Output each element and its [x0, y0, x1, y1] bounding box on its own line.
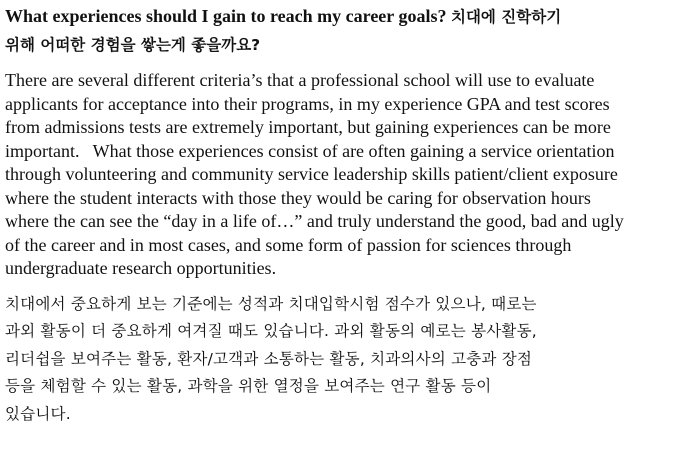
- english-line: of the career and in most cases, and some form of passion for sciences through: [5, 234, 572, 255]
- heading-korean-part-2: 위해 어떠한 경험을 쌓는게 좋을까요?: [5, 36, 261, 54]
- english-line: where the student interacts with those they would be caring for observation hours: [5, 187, 591, 208]
- heading-korean-part-1: 치대에 진학하기: [450, 8, 562, 26]
- korean-line: 과외 활동이 더 중요하게 여겨질 때도 있습니다. 과외 활동의 예로는 봉사활동,: [5, 322, 537, 340]
- heading-english: What experiences should I gain to reach my career goals?: [5, 6, 451, 26]
- korean-line: 치대에서 중요하게 보는 기준에는 성적과 치대입학시험 점수가 있으나, 때로는: [5, 294, 537, 313]
- korean-line: 리더쉽을 보여주는 활동, 환자/고객과 소통하는 활동, 치과의사의 고충과 장점: [5, 349, 533, 368]
- english-line: important. What those experiences consist of are often gaining a service orientation: [5, 140, 615, 161]
- english-line: undergraduate research opportunities.: [5, 258, 277, 278]
- korean-answer-paragraph: [5, 291, 693, 429]
- english-line: applicants for acceptance into their programs, in my experience GPA and test scores: [5, 93, 610, 114]
- english-answer-paragraph: [5, 69, 693, 281]
- english-line: where the can see the “day in a life of…” and truly understand the good, bad and ugly: [5, 211, 624, 231]
- document-page: [5, 0, 695, 428]
- korean-line: 있습니다.: [5, 404, 71, 423]
- korean-line: 등을 체험할 수 있는 활동, 과학을 위한 열정을 보여주는 연구 활동 등이: [5, 377, 492, 395]
- question-heading: [5, 2, 695, 59]
- heading-line-1: [5, 2, 695, 31]
- english-line: from admissions tests are extremely important, but gaining experiences can be more: [5, 117, 611, 137]
- english-line: There are several different criteria’s that a professional school will use to evaluate: [5, 70, 595, 90]
- english-line: through volunteering and community service leadership skills patient/client exposure: [5, 164, 618, 184]
